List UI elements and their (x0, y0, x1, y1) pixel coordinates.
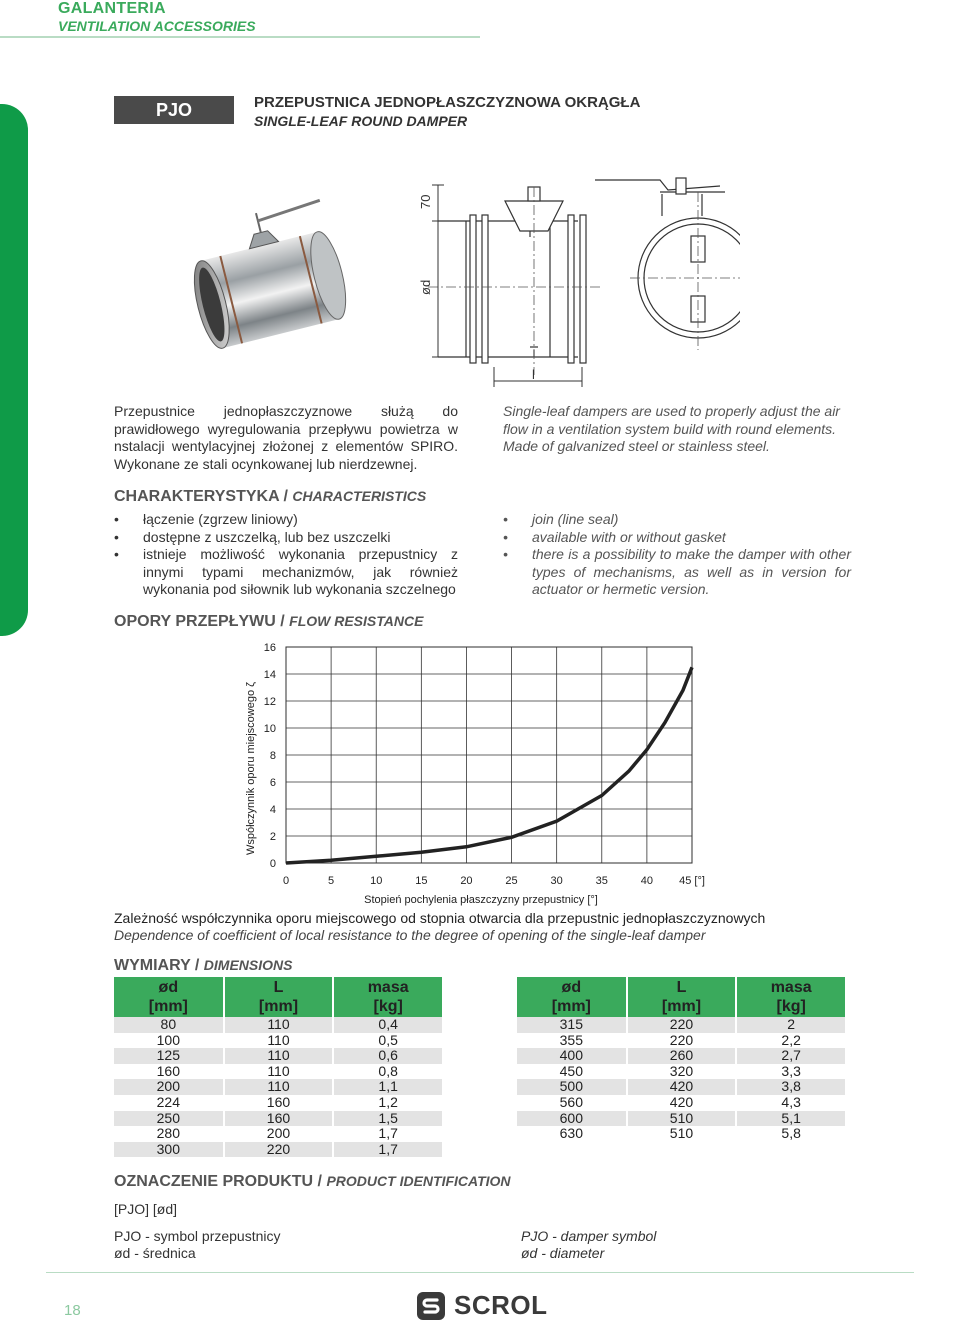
table-row (114, 1079, 443, 1095)
y-tick-label: 6 (269, 777, 276, 789)
flow-title-pl: OPORY PRZEPŁYWU (114, 613, 276, 630)
x-tick-label: 5 (328, 875, 335, 887)
brand-name: SCROL (454, 1290, 548, 1320)
x-tick-label: 45 [°] (679, 875, 705, 887)
identification-title-pl: OZNACZENIE PRODUKTU (114, 1173, 314, 1190)
page-number: 18 (64, 1302, 81, 1319)
col-header-diameter: ød [mm] (517, 977, 627, 1017)
cell-length: 110 (224, 1033, 334, 1049)
cell-mass: 5,1 (736, 1111, 846, 1127)
cell-length: 510 (627, 1111, 737, 1127)
table-row (114, 1048, 443, 1064)
identification-heading: OZNACZENIE PRODUKTU / PRODUCT IDENTIFICATION (114, 1173, 511, 1190)
table-row (517, 1126, 846, 1142)
x-tick-label: 15 (415, 875, 428, 887)
cell-diameter: 80 (114, 1017, 224, 1033)
table-row (517, 1064, 846, 1080)
cell-mass: 1,7 (333, 1126, 443, 1142)
x-tick-label: 35 (595, 875, 608, 887)
cell-diameter: 355 (517, 1033, 627, 1049)
x-axis-label: Stopień pochylenia płaszczyzny przepustnicy [°] (364, 894, 598, 906)
list-item: • łączenie (zgrzew liniowy) (114, 511, 458, 529)
cell-diameter: 300 (114, 1142, 224, 1158)
dim-70-label: 70 (418, 194, 433, 209)
cell-length: 420 (627, 1079, 737, 1095)
list-item: • available with or without gasket (503, 529, 851, 547)
list-item: • join (line seal) (503, 511, 851, 529)
table-row (114, 1126, 443, 1142)
cell-mass: 0,6 (333, 1048, 443, 1064)
product-name-en: SINGLE-LEAF ROUND DAMPER (254, 113, 468, 129)
side-tab (0, 104, 28, 636)
identification-pl-line-2: ød - średnica (114, 1245, 196, 1261)
cell-length: 110 (224, 1064, 334, 1080)
cell-length: 220 (627, 1033, 737, 1049)
dimensions-heading: WYMIARY / DIMENSIONS (114, 957, 293, 974)
scrol-logo-icon (416, 1291, 446, 1321)
table-row (114, 1111, 443, 1127)
cell-length: 420 (627, 1095, 737, 1111)
cell-length: 110 (224, 1079, 334, 1095)
cell-mass: 2,2 (736, 1033, 846, 1049)
x-tick-label: 25 (505, 875, 518, 887)
col-header-diameter: ød [mm] (114, 977, 224, 1017)
y-tick-label: 14 (263, 669, 276, 681)
cell-length: 200 (224, 1126, 334, 1142)
table-row (517, 1079, 846, 1095)
col-header-length: L [mm] (224, 977, 334, 1017)
y-tick-label: 10 (263, 723, 276, 735)
cell-diameter: 100 (114, 1033, 224, 1049)
cell-length: 220 (627, 1017, 737, 1033)
flow-caption-en: Dependence of coefficient of local resistance to the degree of opening of the single-leaf damper (114, 927, 706, 943)
cell-mass: 3,8 (736, 1079, 846, 1095)
y-tick-label: 8 (269, 750, 276, 762)
cell-diameter: 125 (114, 1048, 224, 1064)
resistance-curve (286, 667, 692, 863)
x-tick-label: 10 (370, 875, 383, 887)
y-tick-label: 2 (269, 831, 276, 843)
cell-diameter: 224 (114, 1095, 224, 1111)
dim-d-label: ød (418, 279, 433, 295)
dimensions-title-pl: WYMIARY (114, 957, 191, 974)
x-tick-label: 30 (550, 875, 563, 887)
identification-title-en: PRODUCT IDENTIFICATION (326, 1173, 511, 1189)
table-row (517, 1033, 846, 1049)
section-subtitle: VENTILATION ACCESSORIES (58, 18, 256, 34)
cell-mass: 0,5 (333, 1033, 443, 1049)
cell-mass: 2,7 (736, 1048, 846, 1064)
characteristics-heading: CHARAKTERYSTYKA / CHARACTERISTICS (114, 488, 427, 505)
cell-mass: 1,1 (333, 1079, 443, 1095)
list-item: • there is a possibility to make the damper with other types of mechanisms, as well as in version for actuator or hermetic version. (503, 546, 851, 599)
brand-logo (416, 1290, 548, 1321)
table-row (517, 1048, 846, 1064)
cell-diameter: 500 (517, 1079, 627, 1095)
x-tick-label: 0 (282, 875, 290, 887)
product-code-badge: PJO (114, 96, 234, 124)
flow-caption-pl: Zależność współczynnika oporu miejscowego od stopnia otwarcia dla przepustnic jednopłaszczyznowych (114, 910, 766, 926)
col-header-mass: masa [kg] (333, 977, 443, 1017)
cell-diameter: 200 (114, 1079, 224, 1095)
table-row (114, 1095, 443, 1111)
cell-diameter: 160 (114, 1064, 224, 1080)
flow-heading: OPORY PRZEPŁYWU / FLOW RESISTANCE (114, 613, 424, 630)
cell-diameter: 280 (114, 1126, 224, 1142)
cell-diameter: 400 (517, 1048, 627, 1064)
cell-diameter: 315 (517, 1017, 627, 1033)
description-en: Single-leaf dampers are used to properly adjust the air flow in a ventilation system build with round elements. Made of galvanized steel or stainless steel. (503, 403, 840, 454)
damper-photo (190, 190, 350, 365)
characteristics-list-pl (114, 511, 458, 599)
cell-mass: 1,5 (333, 1111, 443, 1127)
table-row (517, 1017, 846, 1033)
y-tick-label: 0 (269, 858, 276, 870)
identification-en-line-2: ød - diameter (521, 1245, 605, 1261)
dimensions-table-2 (517, 977, 847, 1142)
characteristics-title-pl: CHARAKTERYSTYKA (114, 488, 280, 505)
flow-title-en: FLOW RESISTANCE (289, 613, 424, 629)
table-row (517, 1095, 846, 1111)
cell-mass: 5,8 (736, 1126, 846, 1142)
dimensions-title-en: DIMENSIONS (203, 957, 293, 973)
col-header-length: L [mm] (627, 977, 737, 1017)
cell-mass: 2 (736, 1017, 846, 1033)
cell-mass: 0,8 (333, 1064, 443, 1080)
cell-length: 320 (627, 1064, 737, 1080)
identification-en-line-1: PJO - damper symbol (521, 1228, 657, 1244)
cell-mass: 3,3 (736, 1064, 846, 1080)
table-row (517, 1111, 846, 1127)
header-divider (0, 36, 480, 38)
description-pl: Przepustnice jednopłaszczyznowe służą do prawidłowego wyregulowania przepływu powietrza w nstalacji wentylacyjnej złożonej z elementów SPIRO. Wykonane ze stali ocynkowanej lub nierdzewnej. (114, 403, 458, 472)
table-row (114, 1033, 443, 1049)
cell-length: 510 (627, 1126, 737, 1142)
list-item: • istnieje możliwość wykonania przepustnicy z innymi typami mechanizmów, jak również wykonania pod siłownik lub wykonania szczelnego (114, 546, 458, 599)
table-row (114, 1142, 443, 1158)
cell-diameter: 250 (114, 1111, 224, 1127)
y-tick-label: 4 (269, 804, 276, 816)
cell-length: 160 (224, 1095, 334, 1111)
y-tick-label: 12 (263, 696, 276, 708)
cell-diameter: 600 (517, 1111, 627, 1127)
table-row (114, 1064, 443, 1080)
cell-length: 160 (224, 1111, 334, 1127)
cell-length: 110 (224, 1048, 334, 1064)
y-axis-label: Współczynnik oporu miejscowego ζ (245, 682, 257, 855)
list-item: • dostępne z uszczelką, lub bez uszczelki (114, 529, 458, 547)
cell-mass: 0,4 (333, 1017, 443, 1033)
cell-length: 220 (224, 1142, 334, 1158)
table-row (114, 1017, 443, 1033)
y-tick-label: 16 (263, 642, 276, 654)
identification-pl-line-1: PJO - symbol przepustnicy (114, 1228, 281, 1244)
cell-diameter: 560 (517, 1095, 627, 1111)
characteristics-title-en: CHARACTERISTICS (292, 488, 427, 504)
x-tick-label: 40 (640, 875, 654, 887)
x-tick-label: 20 (460, 875, 473, 887)
dim-l-label: l (532, 367, 535, 382)
identification-code: [PJO] [ød] (114, 1201, 178, 1217)
dimensions-table-1 (114, 977, 444, 1157)
cell-mass: 4,3 (736, 1095, 846, 1111)
cell-length: 260 (627, 1048, 737, 1064)
cell-diameter: 630 (517, 1126, 627, 1142)
cell-diameter: 450 (517, 1064, 627, 1080)
damper-front-drawing (590, 172, 740, 352)
characteristics-list-en (503, 511, 851, 599)
footer-divider (46, 1272, 914, 1273)
cell-mass: 1,7 (333, 1142, 443, 1158)
cell-length: 110 (224, 1017, 334, 1033)
cell-mass: 1,2 (333, 1095, 443, 1111)
col-header-mass: masa [kg] (736, 977, 846, 1017)
product-name-pl: PRZEPUSTNICA JEDNOPŁASZCZYZNOWA OKRĄGŁA (254, 94, 641, 111)
section-title: GALANTERIA (58, 0, 166, 17)
flow-resistance-chart (236, 636, 736, 908)
